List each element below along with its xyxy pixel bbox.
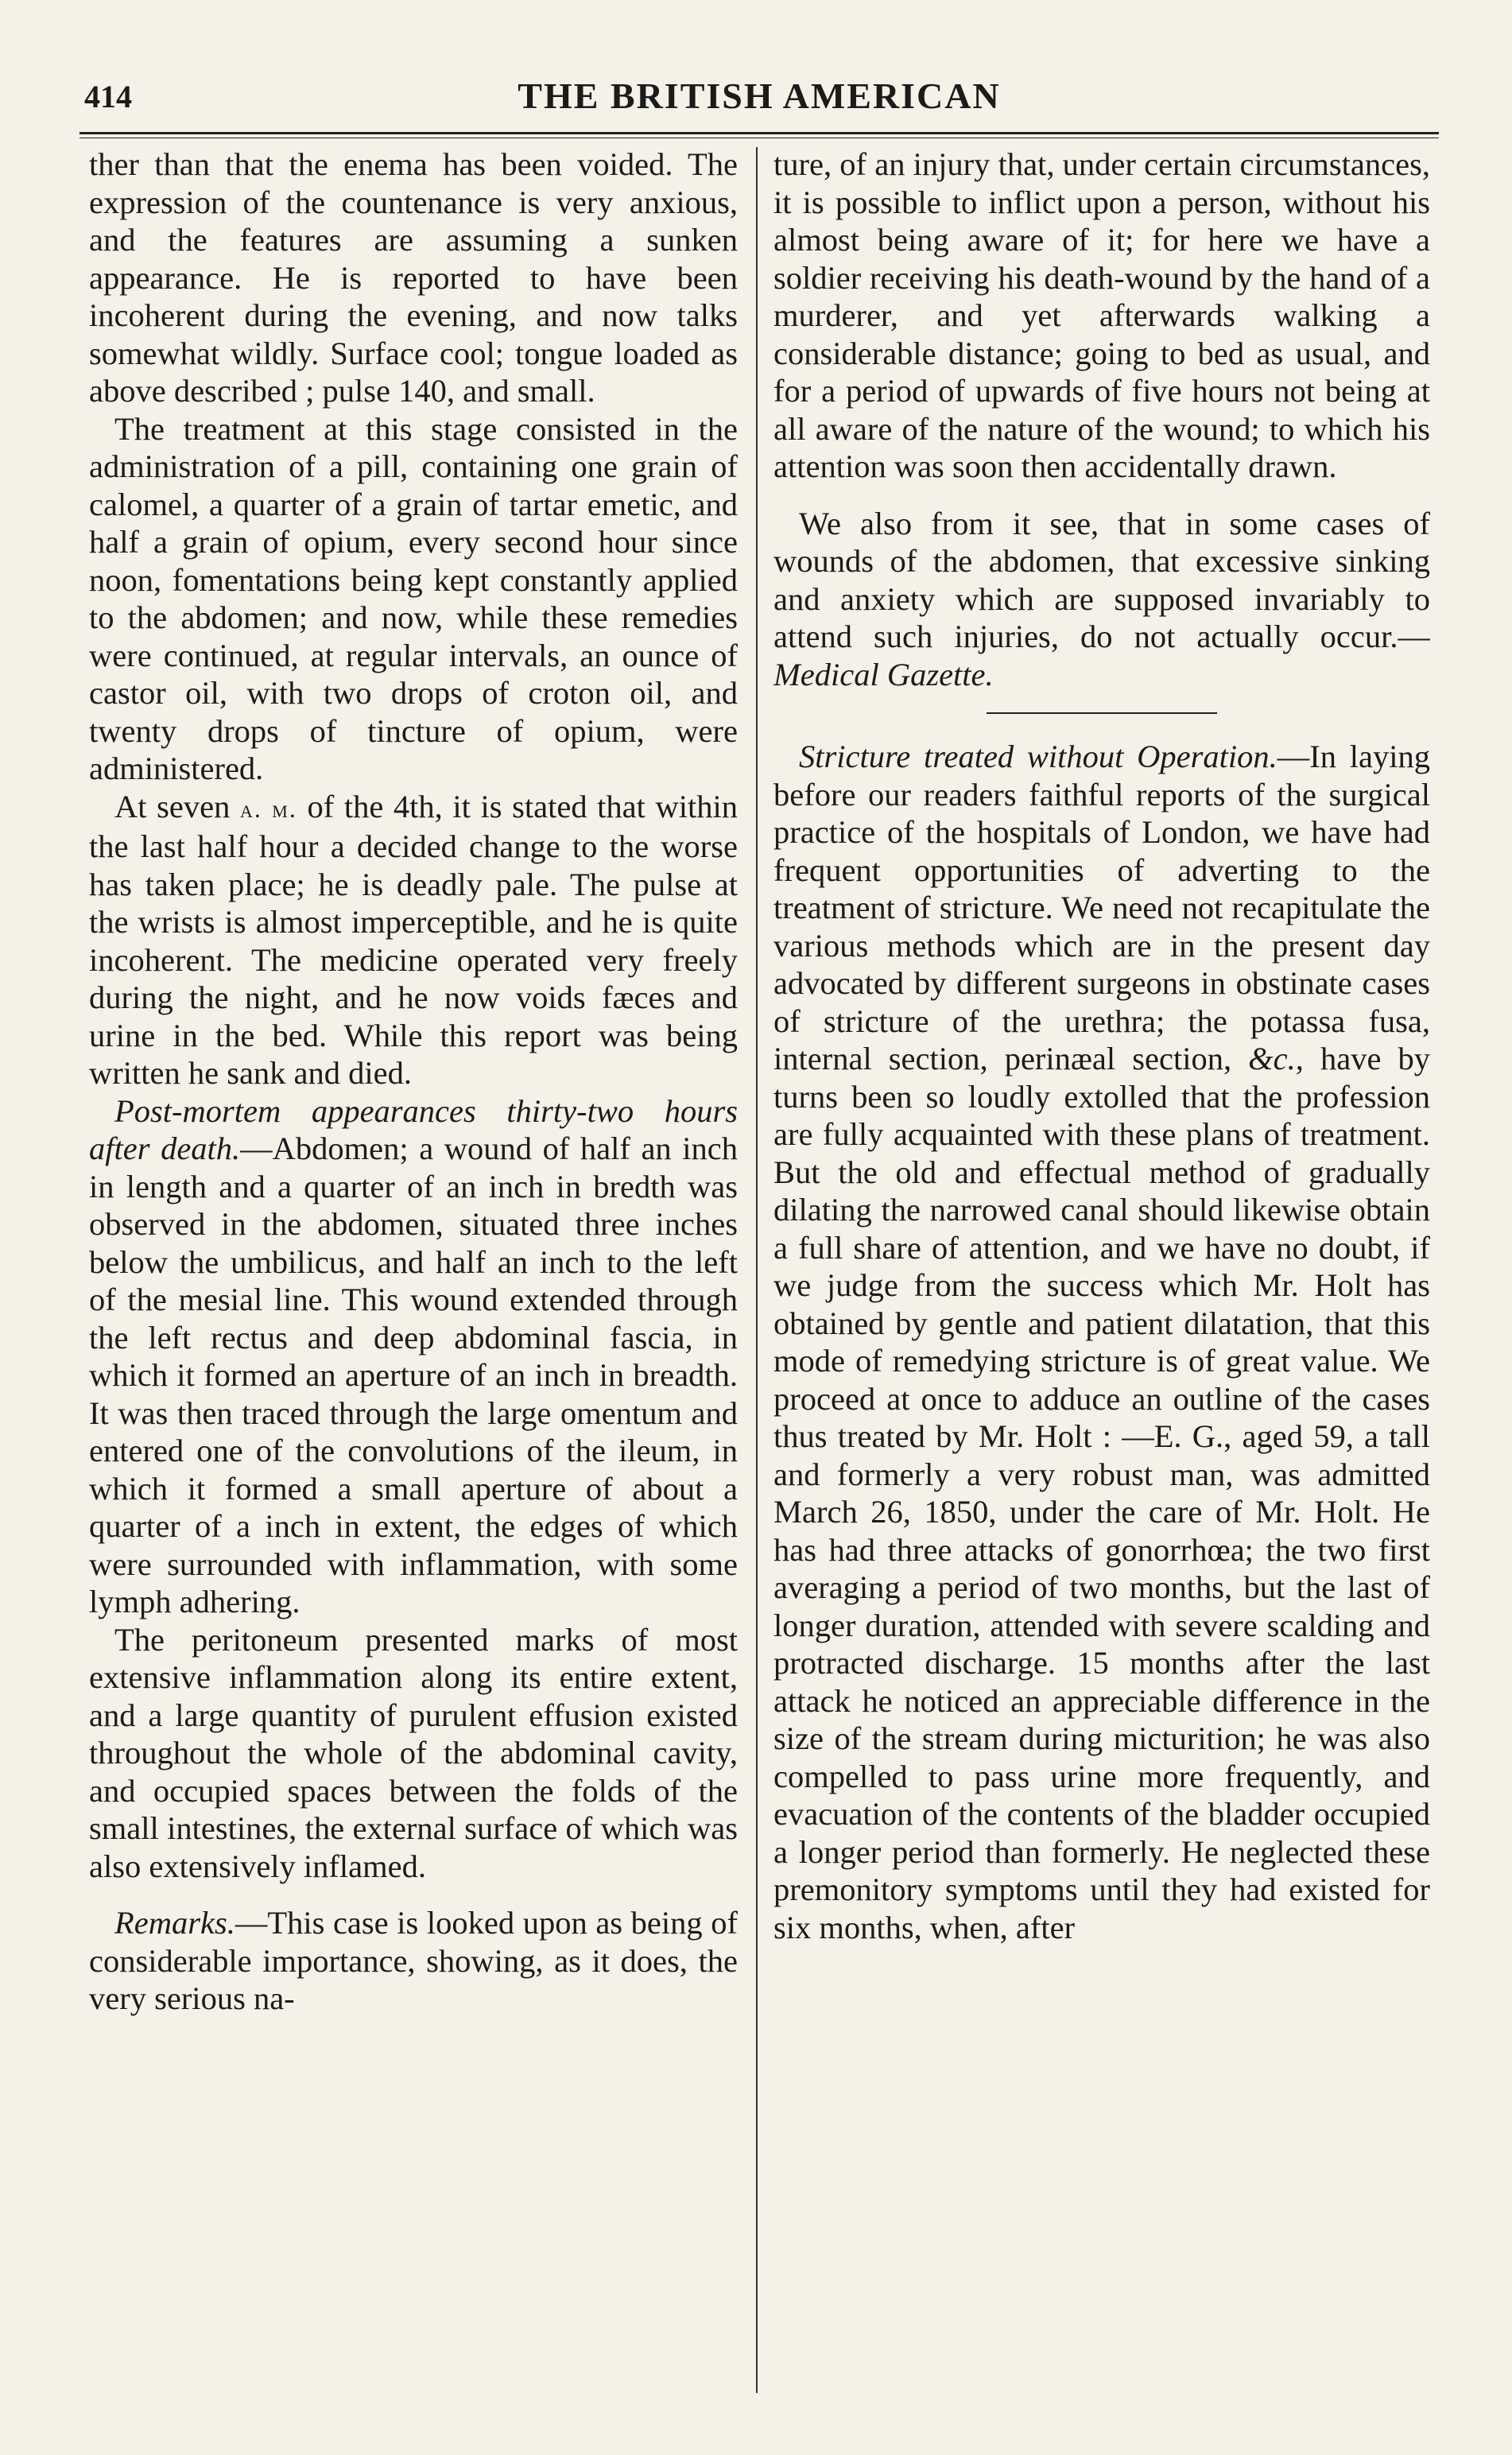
paragraph bbox=[89, 1904, 738, 2018]
paragraph-text: —Abdomen; a wound of half an inch in length and a quarter of an inch in bredth was observed in the abdomen, situated three inches below the umbilicus, and half an inch to the left of the mesial line. This wound extended through the left rectus and deep abdominal fascia, in which it formed an aperture of an inch in breadth. It was then traced through the large omentum and entered one of the convolutions of the ileum, in which it formed a small aperture of about a quarter of a inch in extent, the edges of which were surrounded with inflammation, with some lymph adhering. bbox=[89, 1131, 738, 1619]
paragraph: ture, of an injury that, under certain circumstances, it is possible to inflict upon a person, without his almost being aware of it; for here we have a soldier receiving his death-wound by the hand of a murderer, and yet afterwards walking a considerable distance; going to bed as usual, and for a period of upwards of five hours not being at all aware of the nature of the wound; to which his attention was soon then accidentally drawn. bbox=[773, 146, 1430, 484]
section-heading: Post-mortem appearances thirty-two hours after death. bbox=[89, 1092, 738, 1166]
paragraph-text: —This case is looked upon as being of considerable importance, showing, as it does, the very serious na- bbox=[89, 1905, 738, 2016]
right-column bbox=[773, 145, 1430, 2395]
paragraph-text: of the 4th, it is stated that within the last half hour a decided change to the worse has taken place; he is deadly pale. The pulse at the wrists is almost imperceptible, and he is quite incoherent. The medicine operated very freely during the night, and he now voids fæces and urine in the bed. While this report was being written he sank and died. bbox=[89, 788, 738, 1091]
time-abbrev: a. m. bbox=[239, 793, 297, 823]
etc-abbrev: &c. bbox=[1248, 1041, 1296, 1076]
paragraph-text: , have by turns been so loudly extolled that the profession are fully acquainted with these plans of treatment. But the old and effectual method of gradually dilating the narrowed canal should likewise obtain a full share of attention, and we have no doubt, if we judge from the success which Mr. Holt has obtained by gentle and patient dilatation, that this mode of remedying stricture is of great value. We proceed at once to adduce an outline of the cases thus treated by Mr. Holt : —E. G., aged 59, a tall and formerly a very robust man, was admitted March 26, 1850, under the care of Mr. Holt. He has had three attacks of gonorrhœa; the two first averaging a period of two months, but the last of longer duration, attended with severe scalding and protracted discharge. 15 months after the last attack he noticed an appreciable difference in the size of the stream during micturition; he was also compelled to pass urine more frequently, and evacuation of the contents of the bladder occupied a longer period than formerly. He neglected these premonitory symptoms until they had existed for six months, when, after bbox=[773, 1041, 1430, 1945]
paragraph-text: —In laying before our readers faithful reports of the surgical practice of the hospitals of London, we have had frequent opportunities of adverting to the treatment of stricture. We need not recapitulate the various methods which are in the present day advocated by different surgeons in obstinate cases of stricture of the urethra; the potassa fusa, internal section, perinæal section, bbox=[773, 739, 1430, 1076]
header-rule bbox=[79, 132, 1439, 134]
paragraph-text: At seven bbox=[114, 788, 231, 824]
article-heading: Stricture treated without Operation. bbox=[799, 739, 1277, 774]
paragraph bbox=[773, 505, 1430, 694]
spacer bbox=[773, 486, 1430, 505]
section-heading: Remarks. bbox=[114, 1905, 235, 1941]
column-divider bbox=[756, 147, 758, 2393]
journal-title: THE BRITISH AMERICAN bbox=[518, 76, 1001, 116]
article-separator bbox=[987, 712, 1217, 714]
page-header bbox=[79, 75, 1439, 130]
page-number: 414 bbox=[84, 79, 132, 114]
source-citation: Medical Gazette. bbox=[773, 656, 994, 692]
left-column bbox=[89, 145, 738, 2395]
paragraph: The treatment at this stage consisted in the administration of a pill, containing one grain of calomel, a quarter of a grain of tartar emetic, and half a grain of opium, every second hour since noon, fomentations being kept constantly applied to the abdomen; and now, while these remedies were continued, at regular intervals, an ounce of castor oil, with two drops of croton oil, and twenty drops of tincture of opium, were administered. bbox=[89, 410, 738, 786]
spacer bbox=[89, 1885, 738, 1904]
paragraph-text: We also from it see, that in some cases of wounds of the abdomen, that excessive sinking and anxiety which are supposed invariably to attend such injuries, do not actually occur.— bbox=[773, 505, 1430, 654]
paragraph bbox=[89, 788, 738, 1092]
paragraph bbox=[773, 738, 1430, 1946]
paragraph bbox=[89, 1092, 738, 1621]
paragraph: The peritoneum presented marks of most extensive inflammation along its entire extent, and a large quantity of purulent effusion existed throughout the whole of the abdominal cavity, and occupied spaces between the folds of the small intestines, the external surface of which was also extensively inflamed. bbox=[89, 1621, 738, 1884]
paragraph: ther than that the enema has been voided. The expression of the countenance is very anxious, and the features are assuming a sunken appearance. He is reported to have been incoherent during the evening, and now talks somewhat wildly. Surface cool; tongue loaded as above described ; pulse 140, and small. bbox=[89, 146, 738, 409]
